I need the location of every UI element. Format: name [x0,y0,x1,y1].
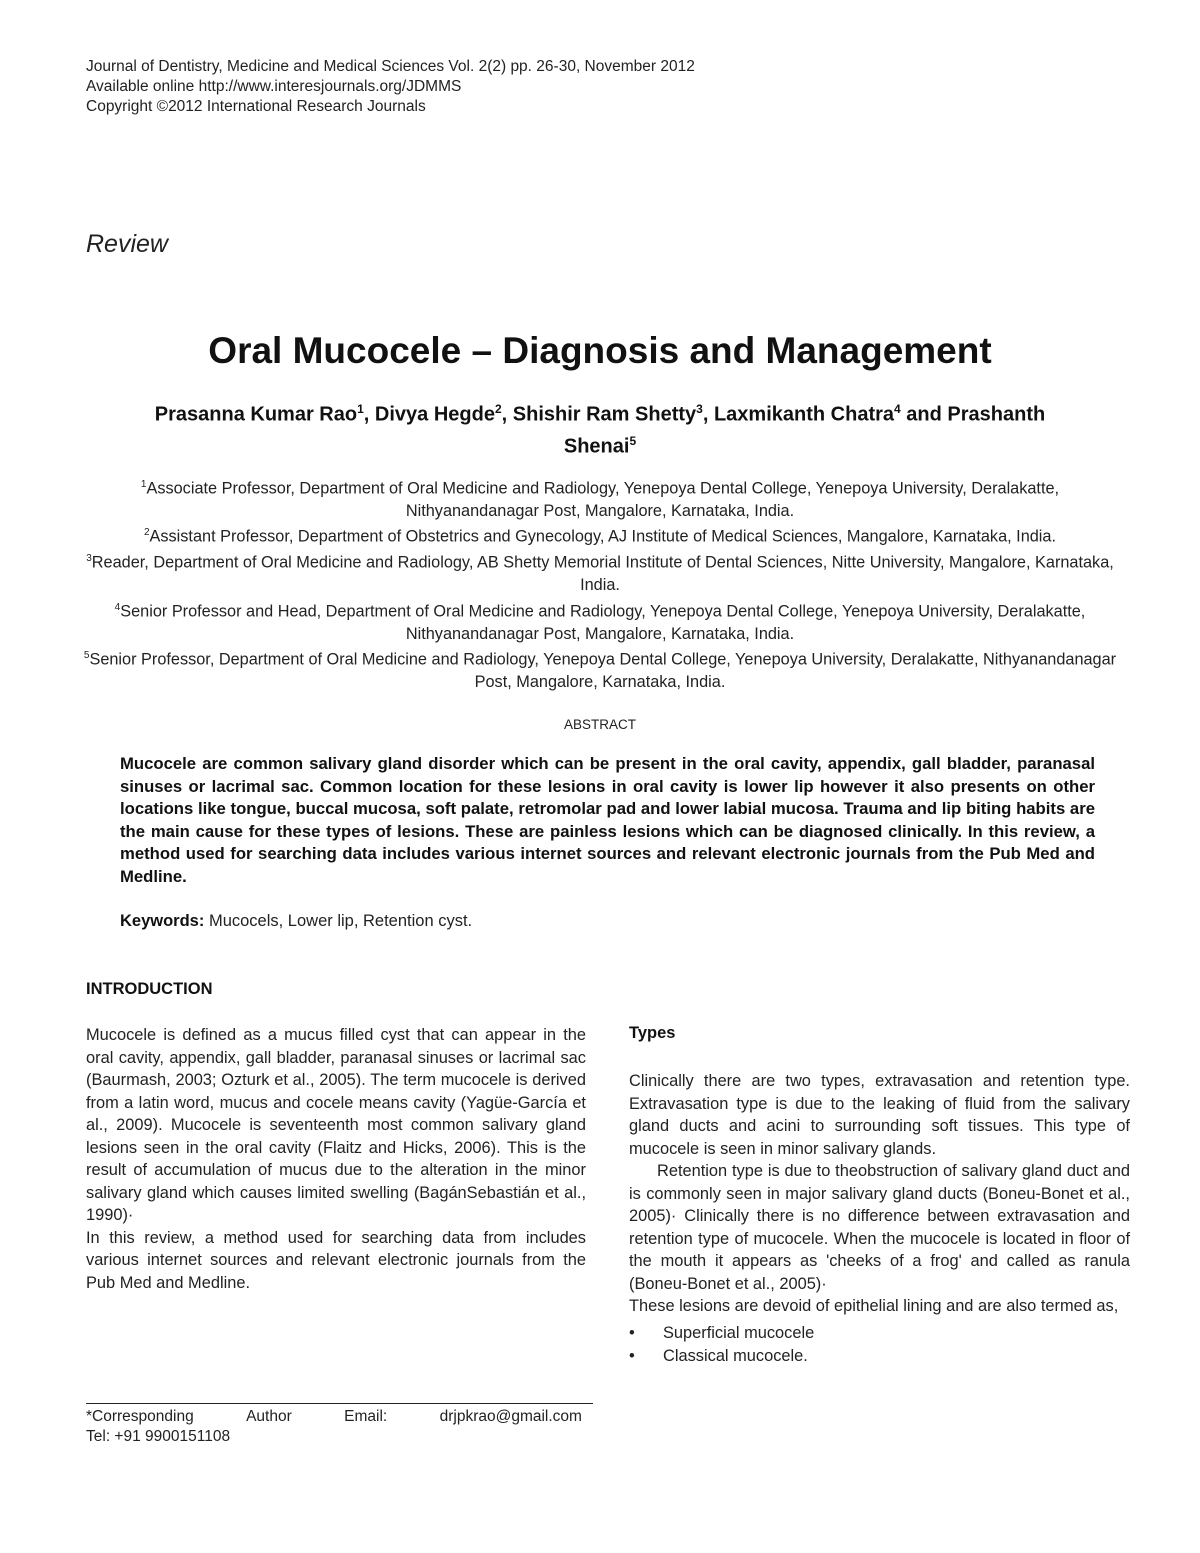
list-item [629,1322,1130,1345]
footnote-divider [86,1403,593,1404]
abstract-heading: ABSTRACT [563,717,636,732]
affiliation-mark: 3 [86,553,92,565]
affiliation-item [80,597,1120,645]
abstract-text: Mucocele are common salivary gland disorder which can be present in the oral cavity, appendix, gall bladder, paranasal sinuses or lacrimal sac. Common location for these lesions in oral cavity is lower lip however it also presents on other locations like tongue, buccal mucosa, soft palate, retromolar pad and lower labial mucosa. Trauma and lip biting habits are the main cause for these types of lesions. These are painless lesions which can be diagnosed clinically. In this review, a method used for searching data includes various internet sources and relevant electronic journals from the Pub Med and Medline. [120,754,1095,886]
keywords-label: Keywords: [120,912,205,930]
affiliation-item [80,645,1120,693]
author-name: Shishir Ram Shetty [512,403,697,426]
footnote-email[interactable]: drjpkrao@gmail.com [439,1408,582,1425]
bullet-icon: • [629,1346,635,1365]
affiliation-mark: 1 [140,479,147,490]
journal-citation: Journal of Dentistry, Medicine and Medical Sciences Vol. 2(2) pp. 26-30, November 2012 [86,58,695,75]
list-item-text: Superficial mucocele [663,1323,815,1342]
keywords-line [120,912,472,931]
author-affiliation-mark: 4 [894,402,901,416]
affiliation-text: Associate Professor, Department of Oral Medicine and Radiology, Yenepoya Dental College, Yenepoya University, Deralakatte, Nithyanandanagar Post, Mangalore, Karnataka, India. [146,479,1060,520]
keywords-text: Mucocels, Lower lip, Retention cyst. [204,912,473,930]
footnote-word-2: Author [246,1408,292,1425]
affiliation-mark: 4 [114,601,121,613]
affiliation-list [80,474,1120,694]
journal-copyright: Copyright ©2012 International Research Journals [86,98,426,115]
introduction-body [86,1024,586,1294]
author-separator: , [702,403,714,426]
author-separator: and [900,403,948,426]
types-bullet-list [629,1322,1130,1368]
types-body [629,1070,1130,1368]
author-separator: , [501,403,513,426]
author-list [120,396,1080,459]
author-name: Divya Hegde [374,403,495,426]
affiliation-item [80,522,1120,548]
footnote-word-3: Email: [344,1408,388,1425]
journal-url: Available online http://www.interesjournals.org/JDMMS [86,78,462,95]
list-item-text: Classical mucocele. [663,1346,808,1365]
list-item [629,1345,1130,1368]
affiliation-text: Assistant Professor, Department of Obstetrics and Gynecology, AJ Institute of Medical Sciences, Mangalore, Karnataka, India. [149,527,1057,546]
introduction-paragraph-2: In this review, a method used for searching data from includes various internet sources and relevant electronic journals from the Pub Med and Medline. [86,1228,586,1292]
affiliation-item [80,474,1120,522]
author-name: Prasanna Kumar Rao [154,403,358,426]
author-separator: , [363,403,375,426]
page-title: Oral Mucocele – Diagnosis and Management [208,330,992,371]
affiliation-mark: 2 [143,527,150,539]
corresponding-author-footnote [86,1407,582,1447]
types-paragraph-1: Clinically there are two types, extravasation and retention type. Extravasation type is due to the leaking of fluid from the salivary gland ducts and acini to surrounding soft tissues. This type of mucocele is seen in minor salivary glands. [629,1072,1130,1158]
affiliation-mark: 5 [83,650,90,662]
types-paragraph-3: These lesions are devoid of epithelial lining and are also termed as, [629,1297,1119,1315]
author-affiliation-mark: 2 [494,402,502,416]
journal-header [86,57,695,117]
types-heading: Types [629,1024,676,1042]
bullet-icon: • [629,1323,635,1342]
author-name: Prashanth Shenai [563,403,1046,458]
affiliation-text: Reader, Department of Oral Medicine and Radiology, AB Shetty Memorial Institute of Dental Sciences, Nitte University, Mangalore, Karnataka, India. [91,553,1114,595]
introduction-paragraph-1: Mucocele is defined as a mucus filled cyst that can appear in the oral cavity, appendix, gall bladder, paranasal sinuses or lacrimal sac (Baurmash, 2003; Ozturk et al., 2005). The term mucocele is derived from a latin word, mucus and cocele means cavity (Yagüe-García et al., 2009). Mucocele is seventeenth most common salivary gland lesions seen in the oral cavity (Flaitz and Hicks, 2006). This is the result of accumulation of mucus due to the alteration in the minor salivary gland which causes limited swelling (BagánSebastián et al., 1990)· [86,1026,586,1224]
article-type: Review [86,230,168,258]
footnote-telephone: Tel: +91 9900151108 [86,1428,231,1445]
author-affiliation-mark: 3 [696,402,703,416]
introduction-heading: INTRODUCTION [86,980,213,998]
types-paragraph-2: Retention type is due to theobstruction of salivary gland duct and is commonly seen in major salivary gland ducts (Boneu-Bonet et al., 2005)· Clinically there is no difference between extravasation and retention type of mucocele. When the mucocele is located in floor of the mouth it appears as 'cheeks of a frog' and called as ranula (Boneu-Bonet et al., 2005)· [629,1162,1130,1293]
affiliation-item [80,548,1120,596]
affiliation-text: Senior Professor, Department of Oral Medicine and Radiology, Yenepoya Dental College, Yenepoya University, Deralakatte, Nithyanandanagar Post, Mangalore, Karnataka, India. [89,650,1117,692]
affiliation-text: Senior Professor and Head, Department of Oral Medicine and Radiology, Yenepoya Dental College, Yenepoya University, Deralakatte, Nithyanandanagar Post, Mangalore, Karnataka, India. [120,602,1086,643]
author-affiliation-mark: 1 [357,402,364,416]
author-affiliation-mark: 5 [629,433,637,448]
author-name: Laxmikanth Chatra [713,403,895,426]
footnote-word-1: *Corresponding [86,1408,194,1425]
